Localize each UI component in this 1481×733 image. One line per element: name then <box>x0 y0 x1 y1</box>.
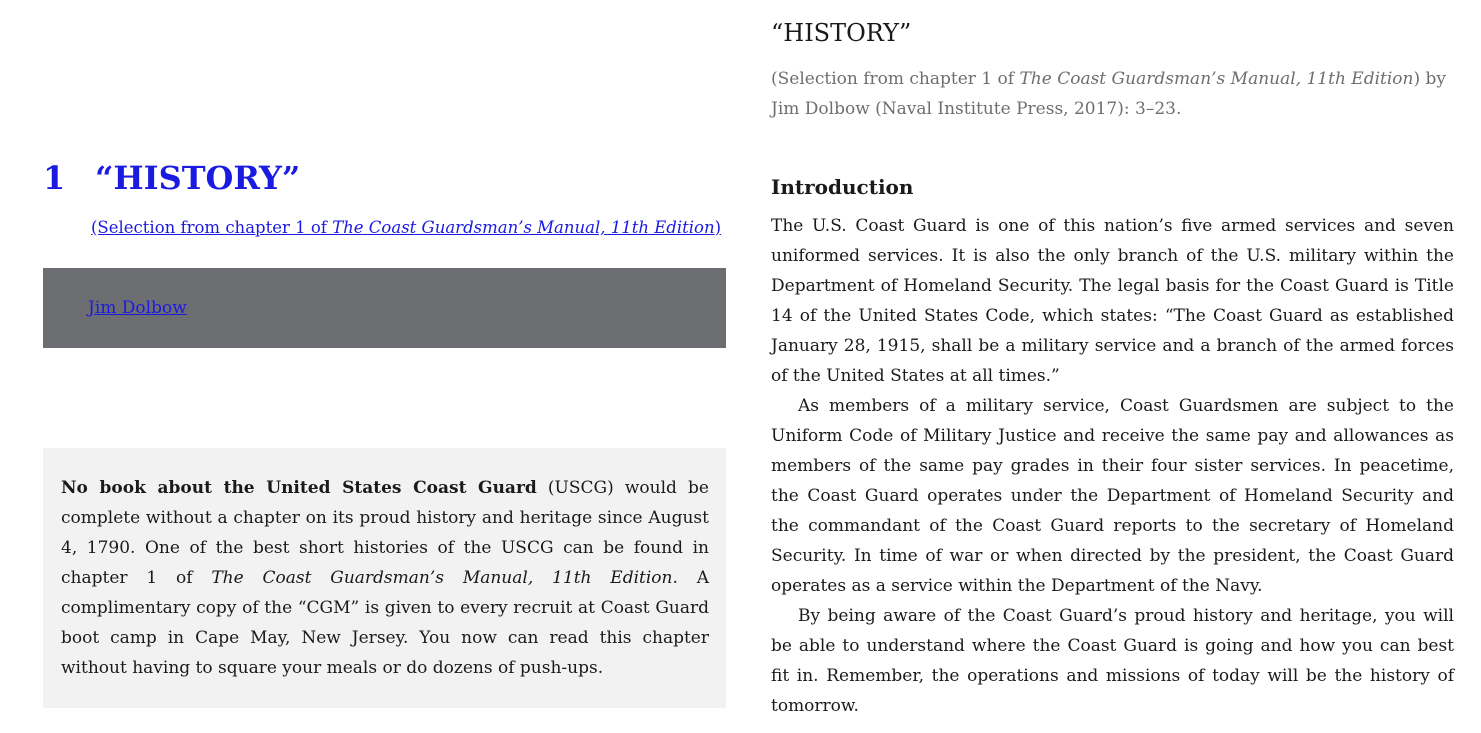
paragraph: By being aware of the Coast Guard’s proud history and heritage, you will be able to understand where the Coast Guard is going and how you can best fit in. Remember, the operations and missions of today will be the history of tomorrow. <box>771 606 1454 716</box>
author-link[interactable]: Jim Dolbow <box>88 298 187 318</box>
body-text <box>771 211 1454 721</box>
abstract-book-title: The Coast Guardsman’s Manual, 11th Edition <box>211 568 673 588</box>
page-title: “HISTORY” <box>771 19 912 47</box>
paragraph: As members of a military service, Coast Guardsmen are subject to the Uniform Code of Military Justice and receive the same pay and allowances as members of the same pay grades in their four sister services. In peacetime, the Coast Guard operates under the Department of Homeland Security and the commandant of the Coast Guard reports to the secretary of Homeland Security. In time of war or when directed by the president, the Coast Guard operates as a service within the Department of the Navy. <box>771 396 1454 596</box>
chapter-heading-link[interactable] <box>43 158 300 198</box>
chapter-subtitle-link[interactable] <box>91 216 721 240</box>
source-suffix: ) by Jim Dolbow (Naval Institute Press, 2017): 3–23. <box>771 69 1447 119</box>
chapter-number: 1 <box>43 159 66 197</box>
abstract-lead: No book about the United States Coast Guard <box>61 478 537 498</box>
source-prefix: (Selection from chapter 1 of <box>771 69 1020 89</box>
abstract-box <box>43 448 726 708</box>
chapter-text-panel <box>771 0 1454 733</box>
source-book-title: The Coast Guardsman’s Manual, 11th Edition <box>1019 69 1414 89</box>
source-note <box>771 64 1454 124</box>
section-heading: Introduction <box>771 175 914 199</box>
paragraph: The U.S. Coast Guard is one of this nation’s five armed services and seven uniformed services. It is also the only branch of the U.S. military within the Department of Homeland Security. The legal basis for the Coast Guard is Title 14 of the United States Code, which states: “The Coast Guard as established January 28, 1915, shall be a military service and a branch of the armed forces of the United States at all times.” <box>771 216 1454 386</box>
abstract-text <box>61 473 709 683</box>
subtitle-suffix: ) <box>714 218 722 237</box>
abstract-text-2: . A complimentary copy of the “CGM” is given to every recruit at Coast Guard boot camp in Cape May, New Jersey. You now can read this chapter without having to square your meals or do dozens of push-ups. <box>61 568 709 678</box>
chapter-title: “HISTORY” <box>95 159 301 197</box>
subtitle-prefix: (Selection from chapter 1 of <box>91 218 333 237</box>
author-bar <box>43 268 726 348</box>
subtitle-book-title: The Coast Guardsman’s Manual, 11th Edition <box>332 218 715 237</box>
abstract-text-1: (USCG) would be complete without a chapter on its proud history and heritage since August 4, 1790. One of the best short histories of the USCG can be found in chapter 1 of <box>61 478 709 588</box>
